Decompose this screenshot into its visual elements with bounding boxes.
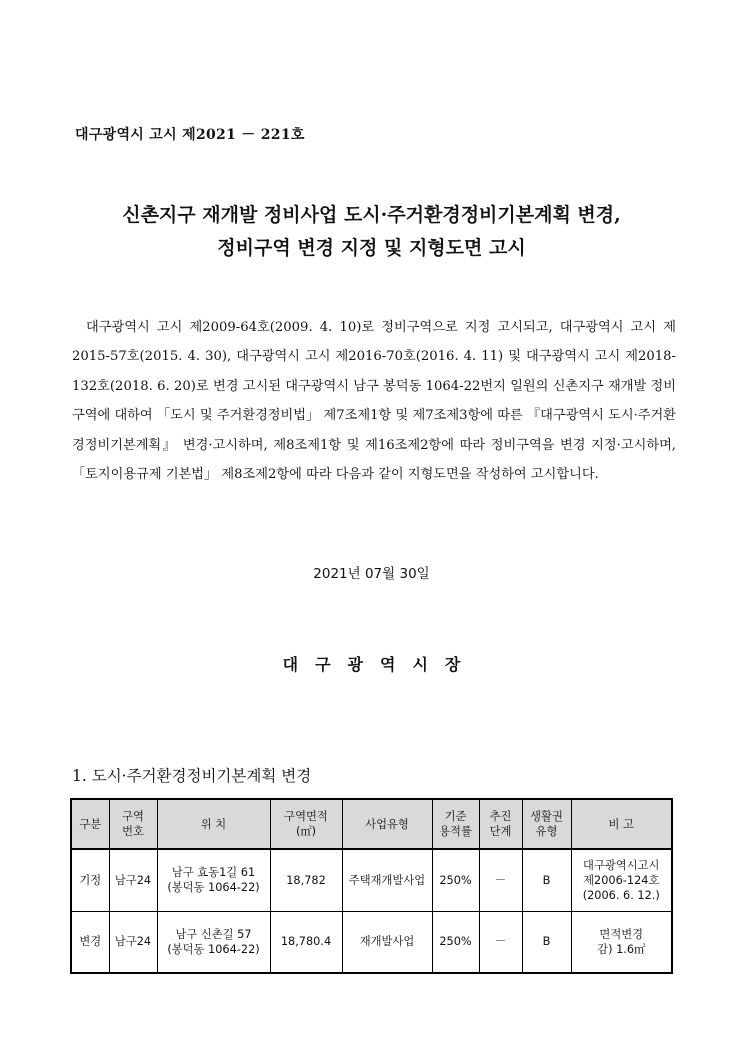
table-header-row <box>71 799 672 849</box>
table-cell: 18,780.4 <box>270 911 342 973</box>
table-cell: B <box>522 849 571 911</box>
table-cell: 재개발사업 <box>342 911 432 973</box>
header-cell: 비 고 <box>571 799 672 849</box>
table-cell: 남구 효동1길 61 (봉덕동 1064-22) <box>157 849 270 911</box>
header-cell: 기준 용적률 <box>432 799 479 849</box>
table-cell: 변경 <box>71 911 109 973</box>
header-cell: 사업유형 <box>342 799 432 849</box>
table-cell: 대구광역시고시 제2006-124호 (2006. 6. 12.) <box>571 849 672 911</box>
table-row <box>71 849 672 911</box>
table-cell: 면적변경 감) 1.6㎡ <box>571 911 672 973</box>
document-title <box>0 199 743 265</box>
notice-body: 대구광역시 고시 제2009-64호(2009. 4. 10)로 정비구역으로 지정 고시되고, 대구광역시 고시 제2015-57호(2015. 4. 30), 대구광역시 고시 제2016-70호(2016. 4. 11) 및 대구광역시 고시 제2018-132호(2018. 6. 20)로 변경 고시된 대구광역시 남구 봉덕동 1064-22번지 일원의 신촌지구 재개발 정비구역에 대하여 「도시 및 주거환경정비법」 제7조제1항 및 제7조제3항에 따른 『대구광역시 도시·주거환경정비기본계획』 변경·고시하며, 제8조제1항 및 제16조제2항에 따라 정비구역을 변경 지정·고시하며, 「토지이용규제 기본법」 제8조제2항에 따라 다음과 같이 지형도면을 작성하여 고시합니다. <box>72 320 676 483</box>
section-title: 1. 도시·주거환경정비기본계획 변경 <box>72 767 312 785</box>
header-cell: 구역 번호 <box>109 799 157 849</box>
table-cell: 18,782 <box>270 849 342 911</box>
header-cell: 구분 <box>71 799 109 849</box>
table-cell: 250% <box>432 911 479 973</box>
table-cell: 남구24 <box>109 911 157 973</box>
header-cell: 구역면적 (㎡) <box>270 799 342 849</box>
table-cell: 250% <box>432 849 479 911</box>
table-cell: 기정 <box>71 849 109 911</box>
table-row <box>71 911 672 973</box>
header-cell: 생활권 유형 <box>522 799 571 849</box>
table-cell: 남구24 <box>109 849 157 911</box>
issuing-authority: 대구광역시장 <box>282 655 478 674</box>
table-cell: B <box>522 911 571 973</box>
table-cell: 주택재개발사업 <box>342 849 432 911</box>
header-cell: 추진 단계 <box>479 799 522 849</box>
notice-number: 대구광역시 고시 제2021 － 221호 <box>75 127 305 143</box>
table-cell: － <box>479 849 522 911</box>
notice-date: 2021년 07월 30일 <box>313 566 430 582</box>
header-cell: 위 치 <box>157 799 270 849</box>
plan-change-table <box>70 798 673 974</box>
table-cell: － <box>479 911 522 973</box>
title-line-1: 신촌지구 재개발 정비사업 도시·주거환경정비기본계획 변경, <box>122 204 621 226</box>
title-line-2: 정비구역 변경 지정 및 지형도면 고시 <box>217 237 526 259</box>
table-cell: 남구 신촌길 57 (봉덕동 1064-22) <box>157 911 270 973</box>
